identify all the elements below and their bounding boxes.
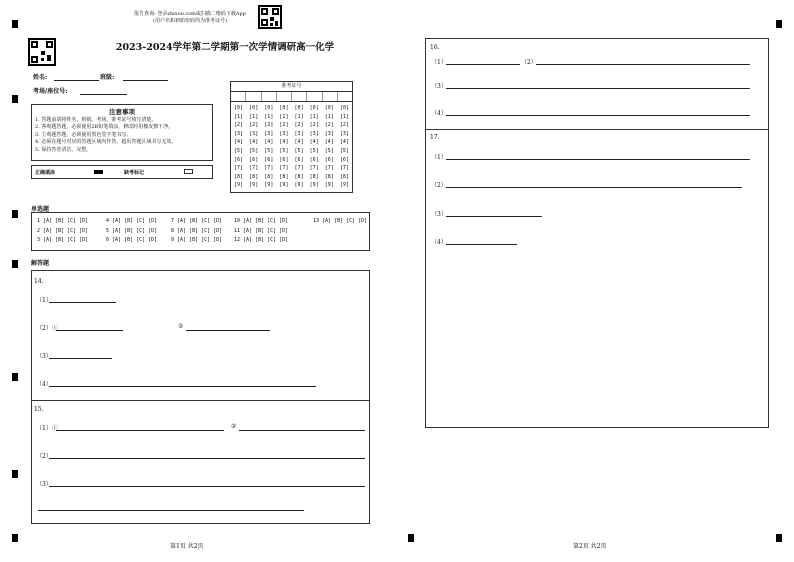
exam-id-digit-bubble[interactable]: [4] bbox=[294, 139, 304, 146]
registration-mark bbox=[12, 210, 18, 218]
mc-question-3[interactable]: 3 [A] [B] [C] [D] bbox=[37, 237, 89, 243]
q15-part1-label: （1）① bbox=[36, 425, 58, 432]
exam-id-digit-bubble[interactable]: [0] bbox=[294, 105, 304, 111]
q17-part1-answer[interactable] bbox=[446, 159, 750, 160]
exam-id-digit-bubble[interactable]: [4] bbox=[249, 139, 259, 146]
filled-bubble-icon bbox=[94, 170, 103, 174]
class-field[interactable] bbox=[123, 80, 168, 81]
note-item: 3. 主观题答题，必须使用黑色签字笔书写。 bbox=[35, 131, 132, 138]
exam-id-digit-bubble[interactable]: [3] bbox=[249, 130, 259, 137]
exam-id-digit-bubble[interactable]: [9] bbox=[264, 182, 274, 189]
q14-part4-label: （4） bbox=[36, 381, 52, 388]
exam-id-digit-bubble[interactable]: [0] bbox=[264, 105, 274, 111]
registration-mark bbox=[776, 534, 782, 542]
exam-id-digit-bubble[interactable]: [8] bbox=[294, 173, 304, 180]
mc-question-12[interactable]: 12 [A] [B] [C] [D] bbox=[234, 237, 289, 243]
exam-id-digit-bubble[interactable]: [9] bbox=[324, 182, 334, 189]
exam-id-digit-bubble[interactable]: [3] bbox=[309, 130, 319, 137]
q16-part4-answer[interactable] bbox=[446, 115, 750, 116]
q17-part1-label: （1） bbox=[431, 154, 447, 161]
page1-footer: 第1页 共2页 bbox=[170, 543, 204, 550]
exam-id-digit-bubble[interactable]: [9] bbox=[279, 182, 289, 189]
exam-id-digit-bubble[interactable]: [1] bbox=[294, 113, 304, 120]
notes-heading: 注意事项 bbox=[109, 108, 135, 116]
exam-id-digit-bubble[interactable]: [6] bbox=[309, 156, 319, 163]
registration-mark bbox=[12, 373, 18, 381]
exam-id-digit-bubble[interactable]: [5] bbox=[324, 147, 334, 154]
name-field[interactable] bbox=[54, 80, 99, 81]
exam-id-digit-bubble[interactable]: [9] bbox=[249, 182, 259, 189]
q15-part3-answer-line2[interactable] bbox=[38, 510, 304, 511]
q15-part2-answer[interactable] bbox=[49, 458, 365, 459]
notes-box bbox=[31, 104, 213, 161]
qr-code-icon bbox=[258, 5, 282, 29]
room-seat-label: 考场/座位号: bbox=[33, 88, 68, 95]
notes-list bbox=[35, 117, 212, 154]
exam-id-column bbox=[310, 104, 319, 190]
exam-id-column bbox=[249, 104, 258, 190]
exam-id-digit-bubble[interactable]: [1] bbox=[279, 113, 289, 120]
notice-line2: (用户名和初始密码均为准考证号) bbox=[153, 18, 227, 24]
q16-part4-label: （4） bbox=[431, 110, 447, 117]
mc-question-7[interactable]: 7 [A] [B] [C] [D] bbox=[171, 218, 223, 224]
exam-id-digit-bubble[interactable]: [8] bbox=[279, 173, 289, 180]
mc-question-5[interactable]: 5 [A] [B] [C] [D] bbox=[106, 227, 158, 234]
exam-id-digit-bubble[interactable]: [1] bbox=[249, 113, 259, 120]
q16-part1-label: （1） bbox=[431, 59, 447, 66]
q14-part1-answer[interactable] bbox=[49, 302, 116, 303]
mc-question-11[interactable]: 11 [A] [B] [C] [D] bbox=[234, 227, 289, 234]
exam-id-digit-bubble[interactable]: [2] bbox=[324, 122, 334, 129]
q14-number: 14. bbox=[34, 278, 44, 285]
exam-id-digit-bubble[interactable]: [4] bbox=[324, 139, 334, 146]
mc-box bbox=[31, 212, 370, 251]
registration-mark bbox=[12, 470, 18, 478]
exam-id-digit-bubble[interactable]: [8] bbox=[249, 173, 259, 180]
registration-mark bbox=[776, 20, 782, 28]
q16-part1-answer[interactable] bbox=[446, 64, 520, 65]
mc-question-2[interactable]: 2 [A] [B] [C] [D] bbox=[37, 227, 89, 234]
exam-id-column bbox=[295, 104, 304, 190]
room-seat-field[interactable] bbox=[80, 94, 127, 95]
q15-part2-label: （2） bbox=[36, 453, 52, 460]
q14-part2b-answer[interactable] bbox=[186, 330, 270, 331]
page2-footer: 第2页 共2页 bbox=[573, 543, 607, 550]
exam-id-digit-bubble[interactable]: [4] bbox=[309, 139, 319, 146]
exam-id-digit-bubble[interactable]: [2] bbox=[294, 122, 304, 129]
exam-id-digit-bubble[interactable]: [8] bbox=[309, 173, 319, 180]
q14-part2b-label: ② bbox=[178, 323, 184, 330]
q17-part4-answer[interactable] bbox=[446, 244, 517, 245]
exam-id-digit-bubble[interactable]: [1] bbox=[264, 113, 274, 120]
exam-id-column bbox=[279, 104, 288, 190]
exam-id-digit-bubble[interactable]: [7] bbox=[234, 165, 244, 172]
note-item: 4. 必须在题号对应的答题区域内作答，超出答题区域书写无效。 bbox=[35, 139, 177, 146]
exam-id-digit-bubble[interactable]: [5] bbox=[279, 147, 289, 154]
exam-id-digit-bubble[interactable]: [5] bbox=[294, 147, 304, 154]
exam-id-digit-bubble[interactable]: [1] bbox=[234, 113, 244, 120]
exam-id-digit-bubble[interactable]: [3] bbox=[324, 130, 334, 137]
exam-id-digit-bubble[interactable]: [3] bbox=[234, 130, 244, 137]
name-label: 姓名: bbox=[33, 74, 48, 81]
exam-id-digit-bubble[interactable]: [6] bbox=[294, 156, 304, 163]
exam-id-digit-bubble[interactable]: [4] bbox=[279, 139, 289, 146]
q15-part3-label: （3） bbox=[36, 481, 52, 488]
exam-id-digit-bubble[interactable]: [1] bbox=[339, 113, 349, 120]
exam-id-column bbox=[234, 104, 243, 190]
exam-id-digit-bubble[interactable]: [3] bbox=[339, 130, 349, 137]
mc-question-10[interactable]: 10 [A] [B] [C] [D] bbox=[234, 218, 289, 224]
absent-checkbox[interactable] bbox=[184, 169, 193, 174]
mc-question-8[interactable]: 8 [A] [B] [C] [D] bbox=[171, 227, 223, 234]
exam-id-digit-bubble[interactable]: [6] bbox=[264, 156, 274, 163]
exam-id-digit-bubble[interactable]: [9] bbox=[234, 182, 244, 189]
q14-part2a-answer[interactable] bbox=[56, 330, 123, 331]
q15-part3-answer[interactable] bbox=[49, 486, 365, 487]
mc-question-13[interactable]: 13 [A] [B] [C] [D] bbox=[313, 218, 368, 224]
mc-question-6[interactable]: 6 [A] [B] [C] [D] bbox=[106, 237, 158, 243]
exam-id-digit-bubble[interactable]: [3] bbox=[294, 130, 304, 137]
fill-example-box bbox=[31, 165, 213, 179]
exam-id-digit-bubble[interactable]: [3] bbox=[264, 130, 274, 137]
q17-part2-answer[interactable] bbox=[446, 187, 742, 188]
q16-part3-answer[interactable] bbox=[446, 88, 750, 89]
note-item: 1. 答题前请将姓名、班级、考场、准考证号填写清楚。 bbox=[35, 117, 157, 123]
q17-part3-answer[interactable] bbox=[446, 216, 542, 217]
exam-id-digit-bubble[interactable]: [6] bbox=[339, 156, 349, 163]
exam-id-digit-bubble[interactable]: [7] bbox=[249, 165, 259, 172]
notice-line1: 报告查询: 登录zhixue.com或扫描二维码下载App bbox=[134, 11, 246, 17]
q16-number: 16. bbox=[430, 44, 440, 51]
q14-part3-label: （3） bbox=[36, 353, 52, 360]
q16-part2-label: （2） bbox=[521, 59, 537, 66]
exam-id-digit-bubble[interactable]: [0] bbox=[309, 105, 319, 111]
exam-id-digit-bubble[interactable]: [1] bbox=[324, 113, 334, 120]
registration-mark bbox=[408, 534, 414, 542]
absent-mark-label: 缺考标记 bbox=[124, 170, 145, 176]
mc-question-9[interactable]: 9 [A] [B] [C] [D] bbox=[171, 237, 223, 243]
exam-id-digit-bubble[interactable]: [0] bbox=[249, 105, 259, 111]
q15-part1b-answer[interactable] bbox=[239, 430, 365, 431]
q17-part2-label: （2） bbox=[431, 182, 447, 189]
exam-id-digit-bubble[interactable]: [5] bbox=[264, 147, 274, 154]
registration-mark bbox=[12, 260, 18, 268]
exam-id-digit-bubble[interactable]: [8] bbox=[234, 173, 244, 180]
exam-id-digit-bubble[interactable]: [7] bbox=[279, 165, 289, 172]
exam-id-grid[interactable] bbox=[231, 102, 352, 190]
exam-id-digit-bubble[interactable]: [0] bbox=[324, 105, 334, 111]
correct-fill-label: 正确填涂 bbox=[35, 170, 56, 176]
registration-mark bbox=[12, 534, 18, 542]
q16-q17-box bbox=[425, 38, 769, 428]
registration-mark bbox=[12, 20, 18, 28]
exam-id-digit-bubble[interactable]: [6] bbox=[234, 156, 244, 163]
q17-part4-label: （4） bbox=[431, 239, 447, 246]
exam-id-digit-bubble[interactable]: [8] bbox=[324, 173, 334, 180]
exam-id-digit-bubble[interactable]: [0] bbox=[339, 105, 349, 111]
exam-id-digit-bubble[interactable]: [4] bbox=[234, 139, 244, 146]
q14-part3-answer[interactable] bbox=[49, 358, 112, 359]
q16-part2-answer[interactable] bbox=[536, 64, 750, 65]
q14-part4-answer[interactable] bbox=[49, 386, 316, 387]
exam-id-digit-bubble[interactable]: [4] bbox=[264, 139, 274, 146]
answers-heading: 解答题 bbox=[31, 260, 50, 267]
exam-id-label: 准考证号 bbox=[231, 82, 352, 92]
mc-question-1[interactable]: 1 [A] [B] [C] [D] bbox=[37, 218, 89, 224]
exam-id-digit-bubble[interactable]: [7] bbox=[264, 165, 274, 172]
qr-code-icon bbox=[28, 38, 56, 66]
exam-id-digit-bubble[interactable]: [4] bbox=[339, 139, 349, 146]
exam-id-box bbox=[230, 81, 353, 193]
exam-id-column bbox=[325, 104, 334, 190]
mc-heading: 单选题 bbox=[31, 206, 50, 213]
exam-id-digit-bubble[interactable]: [9] bbox=[309, 182, 319, 189]
exam-id-digit-bubble[interactable]: [9] bbox=[294, 182, 304, 189]
exam-id-digit-bubble[interactable]: [6] bbox=[324, 156, 334, 163]
exam-id-write-row[interactable] bbox=[231, 92, 352, 102]
q15-part1b-label: ② bbox=[231, 423, 237, 430]
q14-part1-label: （1） bbox=[36, 297, 52, 304]
exam-id-digit-bubble[interactable]: [8] bbox=[264, 173, 274, 180]
exam-id-digit-bubble[interactable]: [6] bbox=[249, 156, 259, 163]
mc-question-4[interactable]: 4 [A] [B] [C] [D] bbox=[106, 218, 158, 224]
exam-id-digit-bubble[interactable]: [5] bbox=[309, 147, 319, 154]
exam-id-digit-bubble[interactable]: [7] bbox=[294, 165, 304, 172]
divider bbox=[426, 129, 768, 130]
exam-id-column bbox=[264, 104, 273, 190]
exam-id-digit-bubble[interactable]: [2] bbox=[279, 122, 289, 129]
exam-id-digit-bubble[interactable]: [5] bbox=[339, 147, 349, 154]
class-label: 班级: bbox=[100, 74, 115, 81]
note-item: 2. 客观题答题，必须使用2B铅笔填涂，修改时用橡皮擦干净。 bbox=[35, 124, 174, 131]
exam-id-digit-bubble[interactable]: [5] bbox=[234, 147, 244, 154]
exam-id-digit-bubble[interactable]: [2] bbox=[309, 122, 319, 129]
q16-part3-label: （3） bbox=[431, 83, 447, 90]
q17-number: 17. bbox=[430, 134, 440, 141]
exam-id-digit-bubble[interactable]: [7] bbox=[309, 165, 319, 172]
q14-part2-label: （2）① bbox=[36, 325, 58, 332]
exam-id-digit-bubble[interactable]: [2] bbox=[249, 122, 259, 129]
exam-id-digit-bubble[interactable]: [2] bbox=[234, 122, 244, 129]
exam-id-digit-bubble[interactable]: [6] bbox=[279, 156, 289, 163]
exam-id-digit-bubble[interactable]: [0] bbox=[234, 105, 244, 111]
exam-id-digit-bubble[interactable]: [7] bbox=[339, 165, 349, 172]
q15-part1a-answer[interactable] bbox=[56, 430, 224, 431]
exam-id-digit-bubble[interactable]: [2] bbox=[339, 122, 349, 129]
q17-part3-label: （3） bbox=[431, 211, 447, 218]
registration-mark bbox=[12, 95, 18, 103]
exam-id-digit-bubble[interactable]: [0] bbox=[279, 105, 289, 111]
exam-id-column bbox=[340, 104, 349, 190]
q15-number: 15. bbox=[34, 406, 44, 413]
exam-id-digit-bubble[interactable]: [3] bbox=[279, 130, 289, 137]
exam-id-digit-bubble[interactable]: [5] bbox=[249, 147, 259, 154]
page-title: 2023-2024学年第二学期第一次学情调研高一化学 bbox=[115, 42, 335, 53]
exam-id-digit-bubble[interactable]: [8] bbox=[339, 173, 349, 180]
exam-id-digit-bubble[interactable]: [9] bbox=[339, 182, 349, 189]
note-item: 5. 保持答卷清洁、完整。 bbox=[35, 146, 92, 153]
exam-id-digit-bubble[interactable]: [2] bbox=[264, 122, 274, 129]
exam-id-digit-bubble[interactable]: [1] bbox=[309, 113, 319, 120]
exam-id-digit-bubble[interactable]: [7] bbox=[324, 165, 334, 172]
divider bbox=[32, 400, 369, 401]
